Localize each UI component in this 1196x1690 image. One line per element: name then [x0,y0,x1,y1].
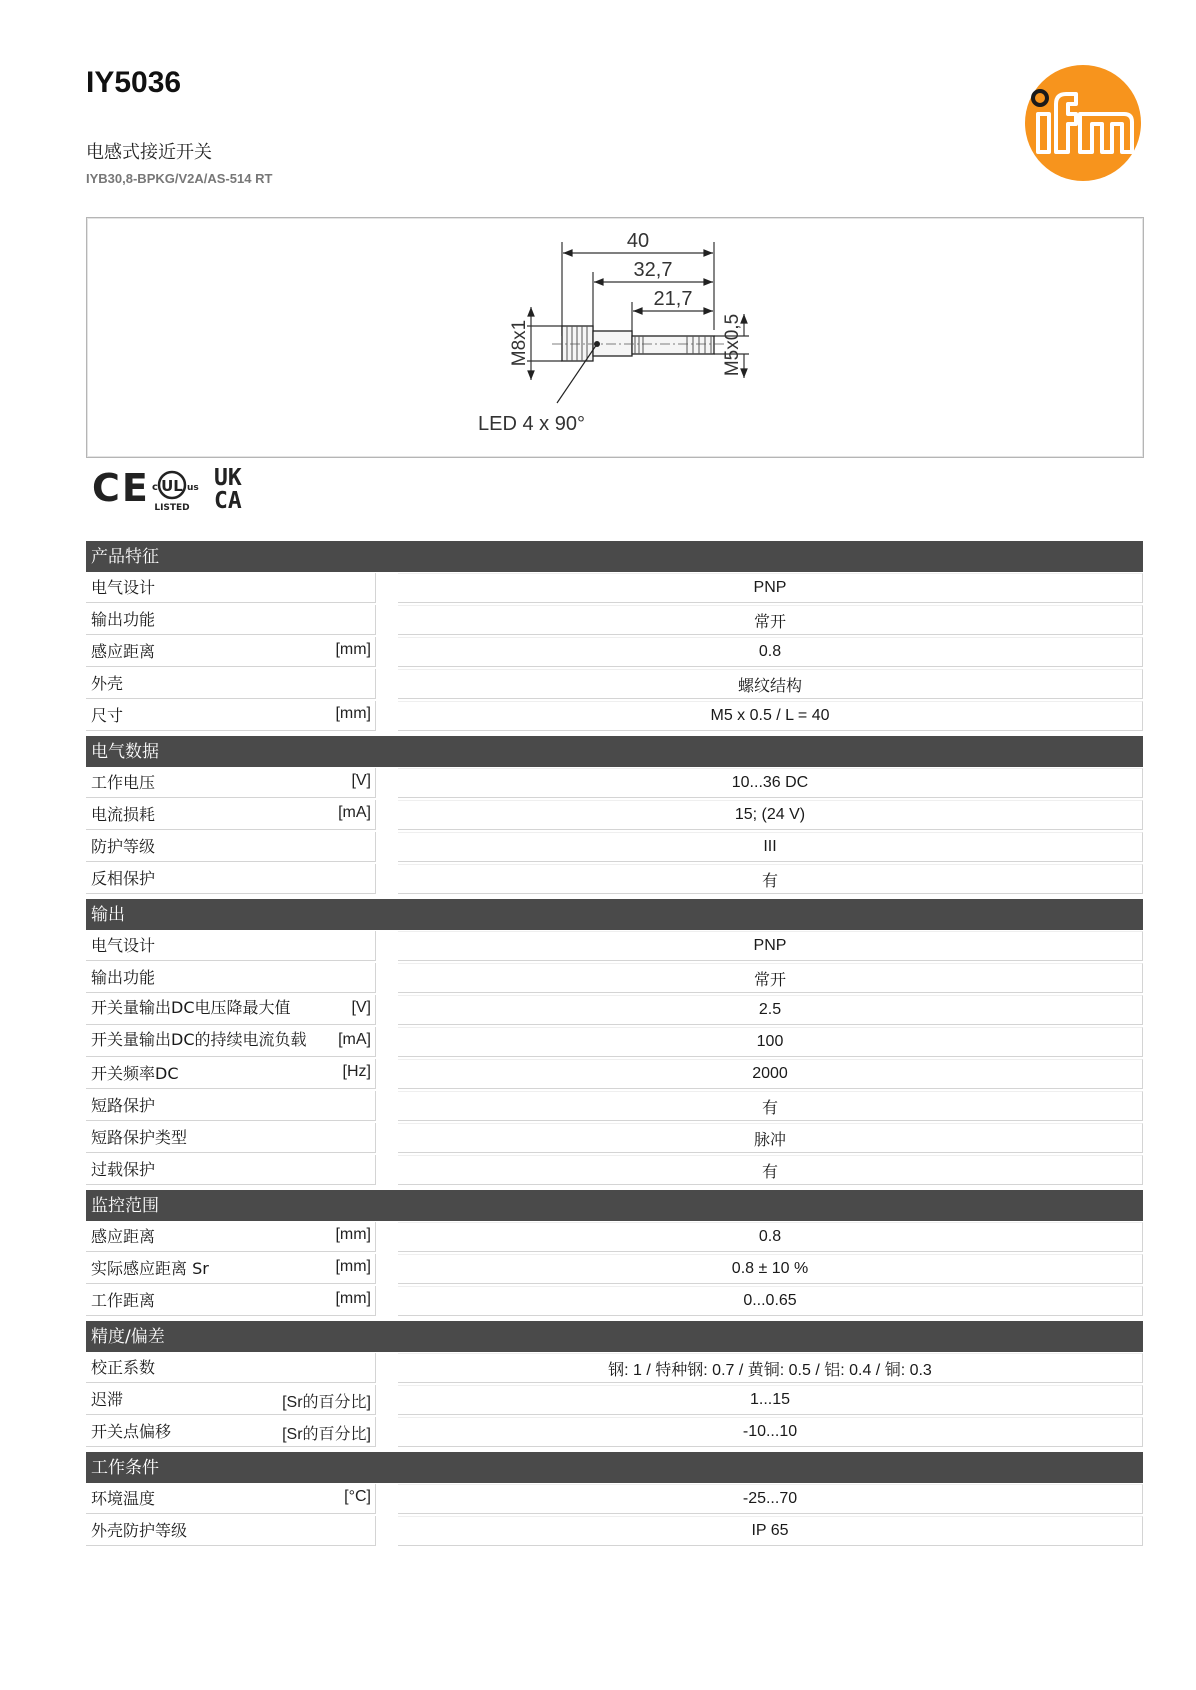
spec-value: 脉冲 [398,1123,1143,1153]
spec-row [86,864,1143,894]
ce-mark-icon [92,466,150,510]
spec-row [86,931,1143,961]
spec-unit: [mm] [335,641,371,658]
spec-label-cell [86,1123,376,1153]
spec-value: M5 x 0.5 / L = 40 [398,701,1143,731]
spec-row [86,573,1143,603]
svg-text:CA: CA [214,488,242,514]
spec-label-cell [86,1484,376,1514]
spec-label: 感应距离 [91,641,156,661]
spec-row [86,1123,1143,1153]
spec-value: 钢: 1 / 特种钢: 0.7 / 黄铜: 0.5 / 铝: 0.4 / 铜: 0.3 [398,1353,1143,1383]
spec-row [86,1353,1143,1383]
spec-label-cell [86,864,376,894]
svg-text:CE: CE [92,466,150,510]
spec-unit: [mm] [335,1258,371,1275]
section-header: 精度/偏差 [86,1321,1143,1352]
spec-label-cell [86,1254,376,1284]
spec-value: 0...0.65 [398,1286,1143,1316]
spec-sheet [86,541,1143,1551]
spec-row [86,963,1143,993]
spec-unit: [mA] [338,1031,371,1048]
spec-label: 电流损耗 [91,804,156,824]
spec-section [86,1190,1143,1316]
spec-unit: [°C] [344,1488,371,1505]
spec-value: 100 [398,1027,1143,1057]
spec-value: IP 65 [398,1516,1143,1546]
spec-label-cell [86,995,376,1025]
svg-text:LISTED: LISTED [154,503,190,513]
svg-text:c: c [152,482,158,493]
spec-value: 常开 [398,605,1143,635]
spec-label-cell [86,605,376,635]
spec-label: 开关量输出DC的持续电流负载 [91,1030,307,1049]
spec-row [86,768,1143,798]
spec-row [86,800,1143,830]
spec-label: 开关量输出DC电压降最大值 [91,998,291,1017]
spec-section [86,541,1143,731]
dim-32-7-label: 32,7 [633,259,673,281]
product-title: IY5036 [86,66,182,99]
spec-row [86,1222,1143,1252]
spec-label: 输出功能 [91,609,156,629]
spec-label: 电气设计 [91,935,156,955]
spec-label-cell [86,1516,376,1546]
spec-unit: [mm] [335,705,371,722]
spec-value: 2000 [398,1059,1143,1089]
spec-label: 电气设计 [91,577,156,597]
dim-m8-label: M8x1 [509,319,530,367]
spec-label: 防护等级 [91,836,156,856]
spec-unit: [V] [351,772,371,789]
section-header: 工作条件 [86,1452,1143,1483]
spec-unit: [Sr的百分比] [282,1426,371,1443]
spec-unit: [mm] [335,1290,371,1307]
spec-value: 0.8 [398,1222,1143,1252]
spec-value: 常开 [398,963,1143,993]
spec-value: 1...15 [398,1385,1143,1415]
spec-row [86,1059,1143,1089]
spec-label-cell [86,1155,376,1185]
led-label: LED 4 x 90° [478,413,585,435]
spec-label: 工作距离 [91,1290,156,1310]
spec-value: 0.8 [398,637,1143,667]
spec-label: 校正系数 [91,1357,156,1377]
spec-value: 0.8 ± 10 % [398,1254,1143,1284]
spec-row [86,637,1143,667]
spec-value: 有 [398,864,1143,894]
spec-section [86,899,1143,1185]
product-subtitle: 电感式接近开关 [86,142,212,163]
spec-value: III [398,832,1143,862]
spec-label: 开关点偏移 [91,1421,172,1441]
svg-text:UK: UK [214,465,242,491]
spec-label-cell [86,1385,376,1415]
spec-label-cell [86,1091,376,1121]
spec-label: 开关频率DC [91,1063,179,1083]
dim-40-label: 40 [626,230,650,252]
ifm-logo-icon [1024,64,1142,182]
spec-row [86,1286,1143,1316]
spec-value: 螺纹结构 [398,669,1143,699]
section-header: 电气数据 [86,736,1143,767]
spec-value: -25...70 [398,1484,1143,1514]
spec-label: 尺寸 [91,705,124,725]
spec-label: 感应距离 [91,1226,156,1246]
spec-section [86,1321,1143,1447]
section-header: 产品特征 [86,541,1143,572]
spec-label: 外壳防护等级 [91,1520,188,1540]
spec-label: 外壳 [91,673,124,693]
spec-label-cell [86,832,376,862]
spec-row [86,995,1143,1025]
spec-row [86,1027,1143,1057]
dim-21-7-label: 21,7 [653,288,693,310]
dimension-drawing [86,217,1144,458]
spec-unit: [Sr的百分比] [282,1394,371,1411]
spec-row [86,1484,1143,1514]
spec-row [86,1385,1143,1415]
spec-label-cell [86,1222,376,1252]
spec-row [86,1417,1143,1447]
spec-label-cell [86,669,376,699]
spec-label-cell [86,1417,376,1447]
spec-label: 迟滞 [91,1389,124,1409]
spec-label: 短路保护类型 [91,1127,188,1147]
spec-label: 短路保护 [91,1095,156,1115]
spec-label: 过载保护 [91,1159,156,1179]
spec-value: -10...10 [398,1417,1143,1447]
spec-value: 有 [398,1155,1143,1185]
spec-value: PNP [398,573,1143,603]
spec-row [86,605,1143,635]
section-header: 监控范围 [86,1190,1143,1221]
spec-value: 有 [398,1091,1143,1121]
spec-value: 2.5 [398,995,1143,1025]
spec-label-cell [86,1286,376,1316]
spec-row [86,1155,1143,1185]
ul-listed-icon [152,472,199,513]
certification-marks [92,464,262,514]
spec-unit: [Hz] [342,1063,371,1080]
product-code: IYB30,8-BPKG/V2A/AS-514 RT [86,171,273,186]
spec-label: 工作电压 [91,772,156,792]
spec-unit: [mA] [338,804,371,821]
spec-row [86,1091,1143,1121]
ukca-mark-icon [214,465,242,514]
spec-section [86,1452,1143,1546]
spec-label-cell [86,768,376,798]
spec-row [86,832,1143,862]
spec-label-cell [86,637,376,667]
spec-label-cell [86,1059,376,1089]
spec-value: 10...36 DC [398,768,1143,798]
spec-label-cell [86,931,376,961]
spec-label-cell [86,1353,376,1383]
spec-row [86,1254,1143,1284]
spec-label: 输出功能 [91,967,156,987]
spec-row [86,701,1143,731]
spec-row [86,1516,1143,1546]
section-header: 输出 [86,899,1143,930]
spec-value: 15; (24 V) [398,800,1143,830]
spec-label-cell [86,1027,376,1057]
spec-section [86,736,1143,894]
svg-text:UL: UL [161,477,183,495]
spec-row [86,669,1143,699]
spec-value: PNP [398,931,1143,961]
spec-label-cell [86,963,376,993]
spec-unit: [mm] [335,1226,371,1243]
spec-label-cell [86,573,376,603]
spec-label: 实际感应距离 Sr [91,1258,209,1278]
dim-m5-label: M5x0,5 [722,313,743,377]
svg-text:us: us [187,483,199,493]
spec-label: 反相保护 [91,868,156,888]
spec-label-cell [86,800,376,830]
spec-label: 环境温度 [91,1488,156,1508]
spec-unit: [V] [351,999,371,1016]
spec-label-cell [86,701,376,731]
